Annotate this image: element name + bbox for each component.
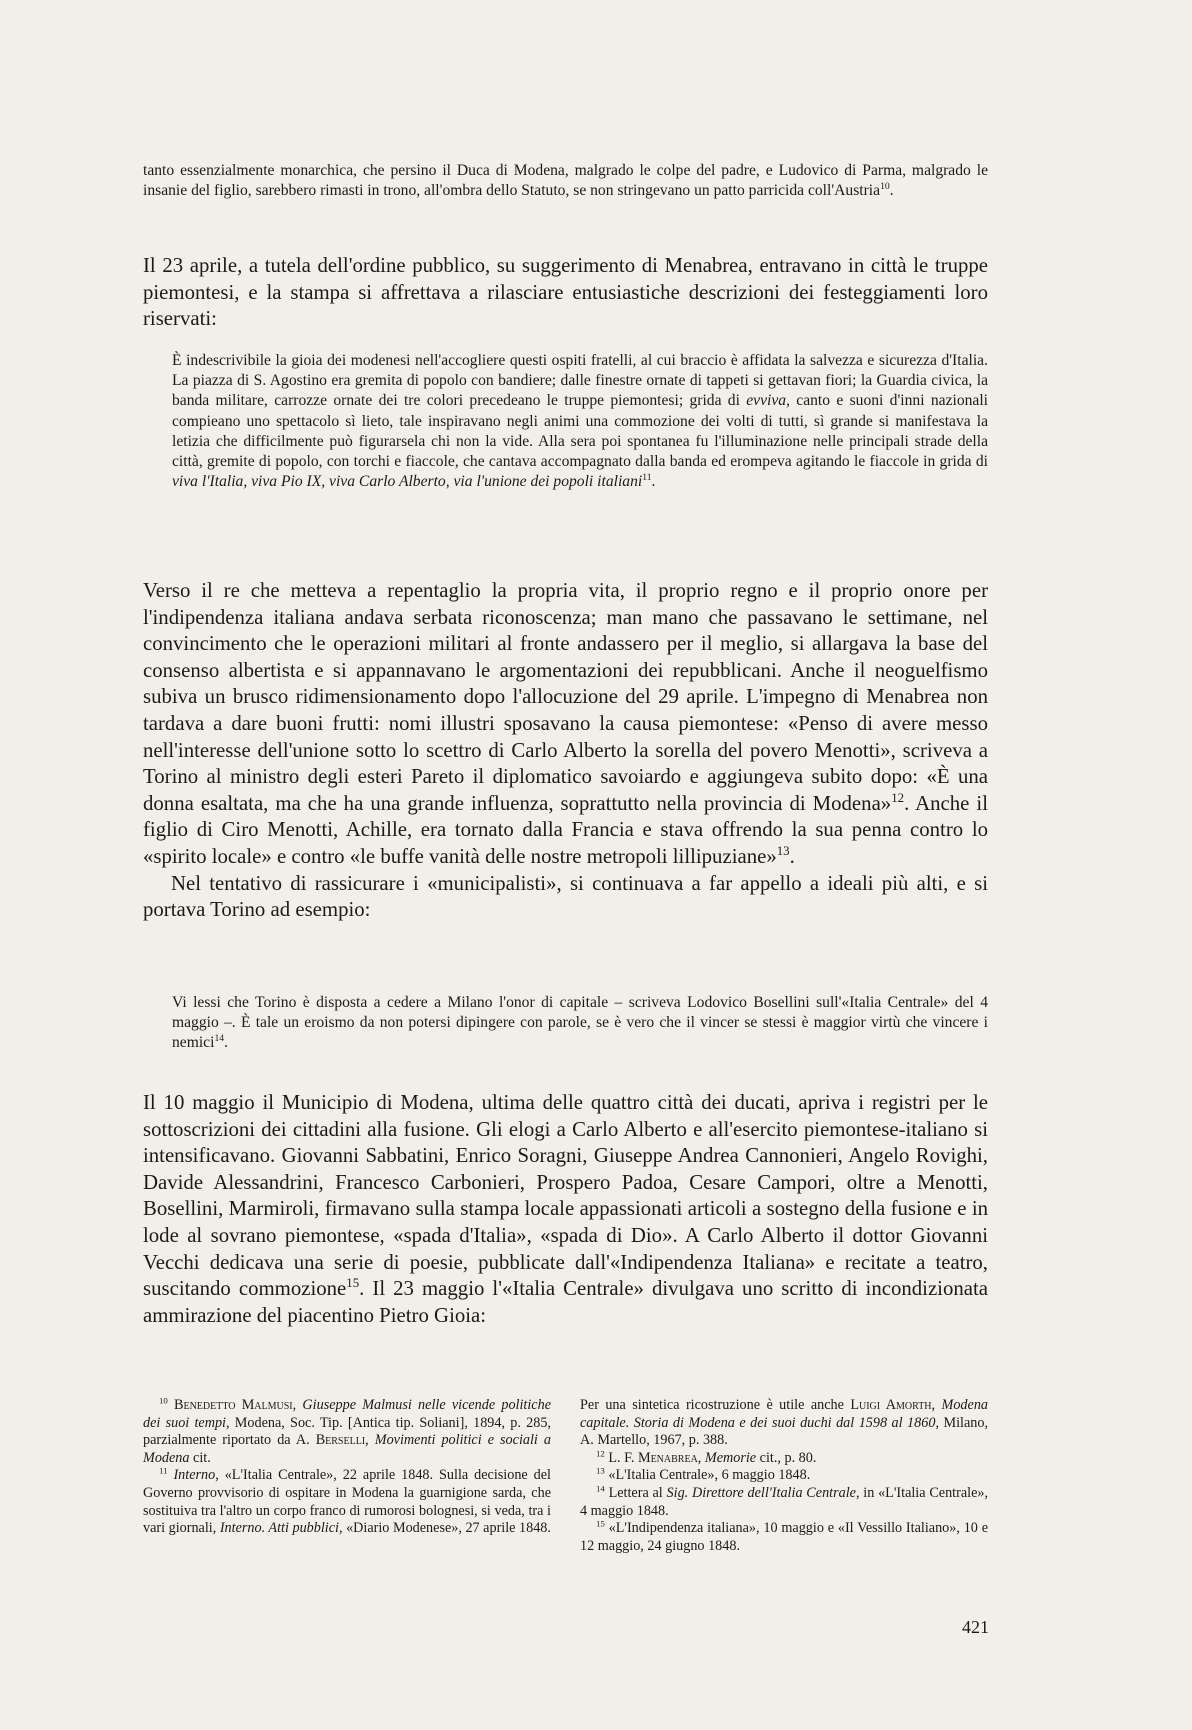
footnote-ref[interactable]: 10	[880, 181, 890, 193]
footnote-15: $^{15}$ «L'Indipendenza italiana», 10 maggio e «Il Vessillo Italiano», 10 e 12 maggio, 24 giugno 1848.	[580, 1518, 989, 1554]
footnote-11-continued: Per una sintetica ricostruzione è utile anche Luigi Amorth, Modena capitale. Storia di Modena e dei suoi duchi dal 1598 al 1860, Milano, A. Martello, 1967, p. 388.	[580, 1397, 989, 1449]
footnotes-left	[143, 1397, 551, 1538]
footnote-13: $^{13}$ «L'Italia Centrale», 6 maggio 1848.	[596, 1465, 811, 1484]
footnote-12: $^{12}$ L. F. Menabrea, Memorie cit., p. 80.	[596, 1448, 817, 1466]
block-quote-1: È indescrivibile la gioia dei modenesi nell'accogliere questi ospiti fratelli, al cui braccio è affidata la salvezza e sicurezza d'Italia. La piazza di S. Agostino era gremita di popolo con bandiere; dalle finestre ornate di tappeti si gettavan fiori; la Guardia civica, la banda militare, carrozze ornate dei tre colori precedeano le truppe piemontesi; grida di evviva, canto e suoni d'inni nazionali compieano uno spettacolo sì lieto, tale inspiravano negli animi una commozione dei volti di tutti, sì grande si manifestava la letizia che difficilmente può figurarsela chi non la vide. Alla sera poi spontanea fu l'illuminazione nelle principali strade della città, gremite di popolo, con torchi e fiaccole, che cantava accompagnato dalla banda ed erompeva agitando le fiaccole in grida di viva l'Italia, viva Pio IX, viva Carlo Alberto, via l'unione dei popoli italiani$^{11}$.	[172, 352, 989, 491]
footnote-ref[interactable]: 12	[891, 790, 905, 805]
paragraph-text: Il 23 aprile, a tutela dell'ordine pubblico, su suggerimento di Menabrea, entravano in città le truppe piemontesi, e la stampa si affrettava a rilasciare entusiastiche descrizioni dei festeggiamenti loro riservati:	[143, 254, 988, 331]
block-quote-2: Vi lessi che Torino è disposta a cedere a Milano l'onor di capitale – scriveva Lodovico Bosellini sull'«Italia Centrale» del 4 maggio –. È tale un eroismo da non potersi dipingere con parole, se è vero che il vincer se stessi è maggior virtù che vincere i nemici$^{14}$.	[172, 994, 988, 1052]
footnote-ref[interactable]: 11	[642, 472, 652, 484]
footnote-11: $^{11}$ Interno, «L'Italia Centrale», 22 aprile 1848. Sulla decisione del Governo provvisorio di ospitare in Modena la guarnigione sarda, che sostituiva tra l'altro un corpo franco di rumorosi bolognesi, si veda, tra i vari giornali, Interno. Atti pubblici, «Diario Modenese», 27 aprile 1848.	[143, 1465, 551, 1537]
footnote-ref[interactable]: 14	[214, 1033, 225, 1045]
paragraph-riconoscenza: Verso il re che metteva a repentaglio la propria vita, il proprio regno e il proprio onore per l'indipendenza italiana andava serbata riconoscenza; man mano che passavano le settimane, nel convincimento che le operazioni militari al fronte andassero per il meglio, si allargava la base del consenso albertista e si appannavano le argomentazioni dei repubblicani. Anche il neoguelfismo subiva un brusco ridimensionamento dopo l'allocuzione del 29 aprile. L'impegno di Menabrea non tardava a dare buoni frutti: nomi illustri sposavano la causa piemontese: «Penso di avere messo nell'interesse dell'unione sotto lo scettro di Carlo Alberto la sorella del povero Menotti», scriveva a Torino al ministro degli esteri Pareto il diplomatico savoiardo e aggiungeva subito dopo: «È una donna esaltata, ma che ha una grande influenza, soprattutto nella provincia di Modena»$^{12}$. Anche il figlio di Ciro Menotti, Achille, era tornato dalla Francia e stava offrendo la sua penna contro lo «spirito locale» e contro «le buffe vanità delle nostre metropoli lillipuziane»$^{13}$. Nel tentativo di rassicurare i «municipalisti», si continuava a far appello a ideali più alti, e si portava Torino ad esempio:	[143, 579, 988, 922]
paragraph-menabrea	[143, 253, 988, 333]
page-number: 421	[962, 1617, 989, 1637]
footnote-10: $^{10}$ Benedetto Malmusi, Giuseppe Malmusi nelle vicende politiche dei suoi tempi, Modena, Soc. Tip. [Antica tip. Soliani], 1894, p. 285, parzialmente riportato da A. Berselli, Movimenti politici e sociali a Modena cit.	[143, 1395, 552, 1466]
paragraph-fusione: Il 10 maggio il Municipio di Modena, ultima delle quattro città dei ducati, apriva i registri per le sottoscrizioni dei cittadini alla fusione. Gli elogi a Carlo Alberto e all'esercito piemontese-italiano si intensificavano. Giovanni Sabbatini, Enrico Soragni, Giuseppe Andrea Cannonieri, Angelo Rovighi, Davide Alessandrini, Francesco Carbonieri, Prospero Padoa, Cesare Campori, oltre a Menotti, Bosellini, Marmiroli, firmavano sulla stampa locale appassionati articoli a sostegno della fusione e in lode al sovrano piemontese, «spada d'Italia», «spada di Dio». A Carlo Alberto il dottor Giovanni Vecchi dedicava una serie di poesie, pubblicate dall'«Indipendenza Italiana» e recitate a teatro, suscitando commozione$^{15}$. Il 23 maggio l'«Italia Centrale» divulgava uno scritto di incondizionata ammirazione del piacentino Pietro Gioia:	[143, 1091, 988, 1327]
footnote-ref[interactable]: 13	[776, 843, 790, 858]
footnote-ref[interactable]: 15	[346, 1276, 360, 1291]
paragraph-text: tanto essenzialmente monarchica, che persino il Duca di Modena, malgrado le colpe del padre, e Ludovico di Parma, malgrado le insanie del figlio, sarebbero rimasti in trono, all'ombra dello Statuto, se non stringevano un patto parricida coll'Austria	[143, 162, 988, 200]
paragraph-continuation: tanto essenzialmente monarchica, che persino il Duca di Modena, malgrado le colpe del padre, e Ludovico di Parma, malgrado le insanie del figlio, sarebbero rimasti in trono, all'ombra dello Statuto, se non stringevano un patto parricida coll'Austria$^{10}$.	[143, 162, 988, 200]
footnote-14: $^{14}$ Lettera al Sig. Direttore dell'Italia Centrale, in «L'Italia Centrale», 4 maggio 1848.	[580, 1483, 989, 1519]
footnotes-right	[580, 1397, 988, 1555]
